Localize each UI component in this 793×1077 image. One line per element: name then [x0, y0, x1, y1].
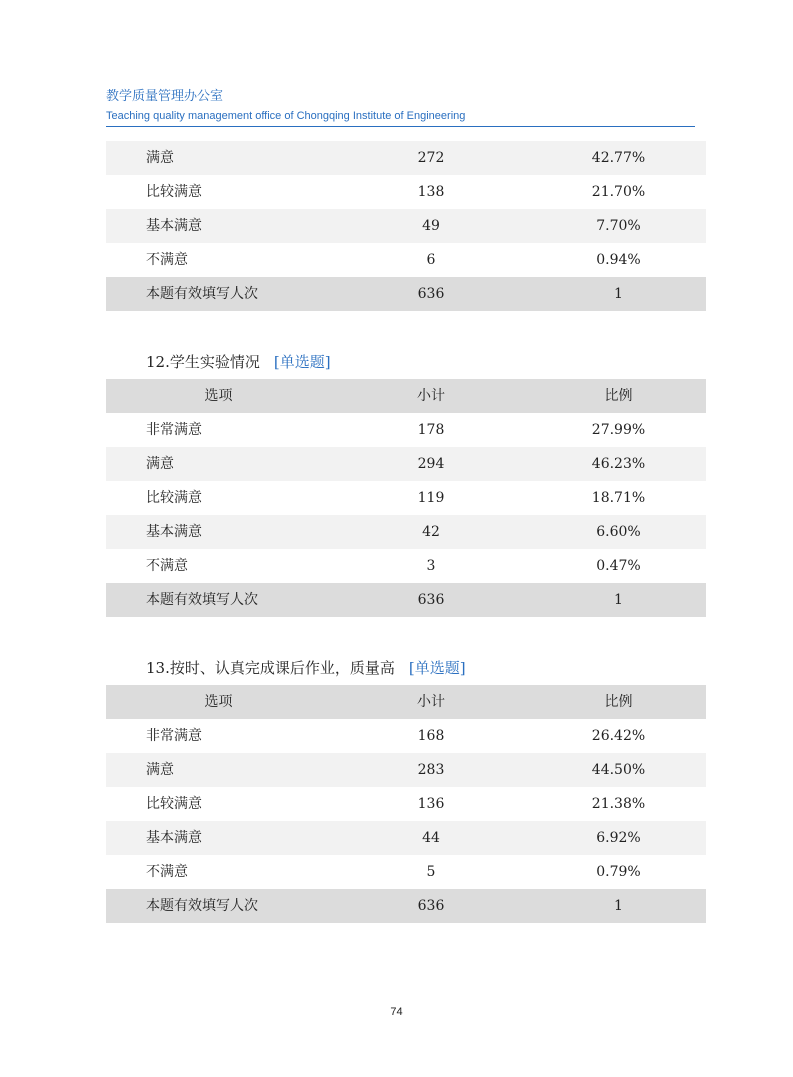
ratio-cell: 6.60%: [596, 524, 641, 540]
count-cell: 5: [426, 864, 436, 880]
table-prev-question: [106, 141, 706, 311]
option-cell: 满意: [146, 456, 174, 472]
ratio-cell: 6.92%: [596, 830, 641, 846]
ratio-cell: 0.79%: [596, 864, 641, 880]
table-question-12: [106, 379, 706, 617]
option-cell: 基本满意: [146, 218, 202, 234]
option-cell: 基本满意: [146, 830, 202, 846]
header-title: 教学质量管理办公室: [106, 89, 224, 104]
option-cell: 非常满意: [146, 422, 202, 438]
table-row: [106, 209, 706, 243]
option-cell: 不满意: [146, 558, 188, 574]
column-header-ratio: 比例: [604, 388, 633, 404]
total-ratio: 1: [614, 898, 623, 914]
option-cell: 不满意: [146, 252, 188, 268]
ratio-cell: 0.47%: [596, 558, 641, 574]
table-row: [106, 243, 706, 277]
count-cell: 294: [417, 456, 445, 472]
ratio-cell: 21.38%: [591, 796, 646, 812]
total-count: 636: [417, 898, 445, 914]
total-ratio: 1: [614, 592, 623, 608]
total-ratio: 1: [614, 286, 623, 302]
count-cell: 138: [417, 184, 445, 200]
option-cell: 比较满意: [146, 490, 202, 506]
page-header: [106, 88, 695, 124]
ratio-cell: 44.50%: [591, 762, 646, 778]
total-count: 636: [417, 286, 445, 302]
table-row: [106, 141, 706, 175]
column-header-count: 小计: [417, 388, 445, 404]
header-subtitle: Teaching quality management office of Chongqing Institute of Engineering: [106, 110, 466, 122]
table-row: [106, 719, 706, 753]
count-cell: 42: [422, 524, 440, 540]
ratio-cell: 27.99%: [591, 422, 646, 438]
count-cell: 168: [417, 728, 445, 744]
column-header-option: 选项: [204, 694, 233, 710]
option-cell: 基本满意: [146, 524, 202, 540]
option-cell: 不满意: [146, 864, 188, 880]
table-total-row: [106, 583, 706, 617]
ratio-cell: 21.70%: [591, 184, 646, 200]
table-question-13: [106, 685, 706, 923]
table-header-row: [106, 685, 706, 719]
ratio-cell: 26.42%: [591, 728, 646, 744]
table-row: [106, 413, 706, 447]
count-cell: 272: [417, 150, 445, 166]
header-rule: [106, 126, 695, 127]
count-cell: 49: [422, 218, 440, 234]
option-cell: 比较满意: [146, 184, 202, 200]
count-cell: 136: [417, 796, 445, 812]
question-12-title: [146, 351, 331, 373]
column-header-count: 小计: [417, 694, 445, 710]
page-number: 74: [390, 1006, 403, 1018]
question-title-text: 12.学生实验情况: [146, 353, 260, 371]
question-13-title: [146, 657, 466, 679]
table-total-row: [106, 889, 706, 923]
table-row: [106, 753, 706, 787]
ratio-cell: 7.70%: [596, 218, 641, 234]
option-cell: 满意: [146, 762, 174, 778]
count-cell: 44: [422, 830, 440, 846]
table-row: [106, 549, 706, 583]
option-cell: 满意: [146, 150, 174, 166]
total-label: 本题有效填写人次: [146, 286, 258, 302]
ratio-cell: 18.71%: [591, 490, 646, 506]
question-type-tag: [单选题]: [408, 659, 466, 677]
ratio-cell: 0.94%: [596, 252, 641, 268]
column-header-option: 选项: [204, 388, 233, 404]
table-row: [106, 175, 706, 209]
table-header-row: [106, 379, 706, 413]
table-row: [106, 481, 706, 515]
option-cell: 非常满意: [146, 728, 202, 744]
table-total-row: [106, 277, 706, 311]
table-row: [106, 855, 706, 889]
count-cell: 119: [417, 490, 445, 506]
question-title-text: 13.按时、认真完成课后作业，质量高: [146, 659, 395, 677]
total-label: 本题有效填写人次: [146, 898, 258, 914]
count-cell: 6: [426, 252, 436, 268]
question-type-tag: [单选题]: [273, 353, 331, 371]
table-row: [106, 821, 706, 855]
total-label: 本题有效填写人次: [146, 592, 258, 608]
table-row: [106, 787, 706, 821]
ratio-cell: 42.77%: [591, 150, 646, 166]
total-count: 636: [417, 592, 445, 608]
table-row: [106, 447, 706, 481]
ratio-cell: 46.23%: [591, 456, 646, 472]
option-cell: 比较满意: [146, 796, 202, 812]
count-cell: 178: [417, 422, 445, 438]
count-cell: 283: [417, 762, 445, 778]
table-row: [106, 515, 706, 549]
count-cell: 3: [426, 558, 436, 574]
column-header-ratio: 比例: [604, 694, 633, 710]
